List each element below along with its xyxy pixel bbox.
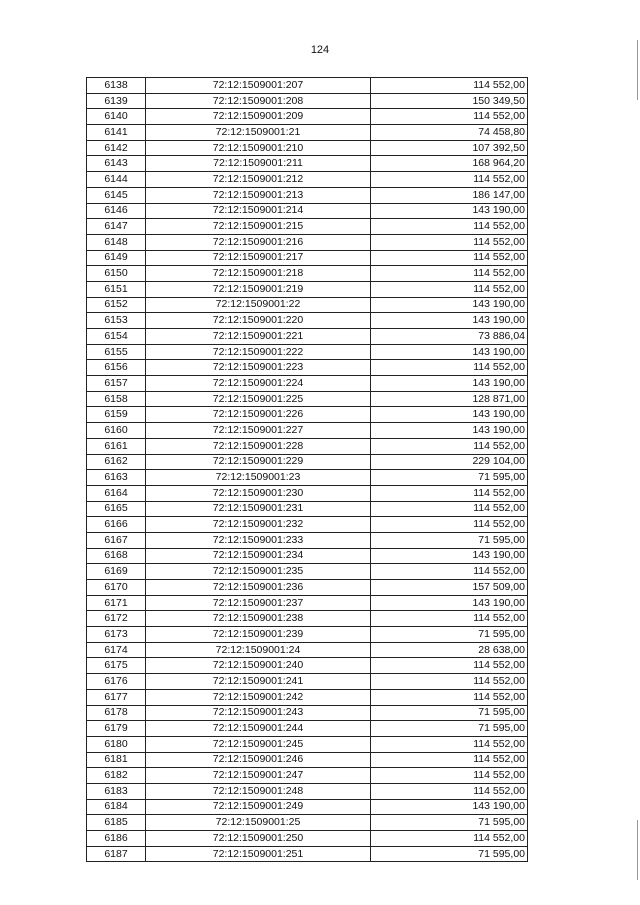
table-row — [87, 783, 528, 799]
table-row — [87, 156, 528, 172]
cadastral-value-cell: 28 638,00 — [371, 642, 528, 658]
row-number-cell: 6164 — [87, 485, 146, 501]
table-row — [87, 831, 528, 847]
cadastral-value-cell: 71 595,00 — [371, 470, 528, 486]
table-row — [87, 454, 528, 470]
cadastral-number-cell: 72:12:1509001:243 — [146, 705, 371, 721]
table-row — [87, 109, 528, 125]
table-row — [87, 93, 528, 109]
cadastral-value-cell: 114 552,00 — [371, 219, 528, 235]
cadastral-value-cell: 114 552,00 — [371, 360, 528, 376]
scan-edge-mark — [637, 820, 638, 880]
cadastral-number-cell: 72:12:1509001:218 — [146, 266, 371, 282]
cadastral-value-cell: 150 349,50 — [371, 93, 528, 109]
row-number-cell: 6150 — [87, 266, 146, 282]
table-row — [87, 376, 528, 392]
row-number-cell: 6160 — [87, 423, 146, 439]
cadastral-number-cell: 72:12:1509001:245 — [146, 736, 371, 752]
table-row — [87, 281, 528, 297]
row-number-cell: 6171 — [87, 595, 146, 611]
row-number-cell: 6166 — [87, 517, 146, 533]
cadastral-number-cell: 72:12:1509001:207 — [146, 78, 371, 94]
table-row — [87, 799, 528, 815]
row-number-cell: 6148 — [87, 234, 146, 250]
table-row — [87, 250, 528, 266]
registry-table-body — [87, 78, 528, 862]
row-number-cell: 6172 — [87, 611, 146, 627]
table-row — [87, 266, 528, 282]
row-number-cell: 6180 — [87, 736, 146, 752]
cadastral-value-cell: 143 190,00 — [371, 313, 528, 329]
row-number-cell: 6149 — [87, 250, 146, 266]
cadastral-value-cell: 114 552,00 — [371, 674, 528, 690]
cadastral-value-cell: 186 147,00 — [371, 187, 528, 203]
table-row — [87, 689, 528, 705]
table-row — [87, 736, 528, 752]
table-row — [87, 658, 528, 674]
row-number-cell: 6142 — [87, 140, 146, 156]
cadastral-number-cell: 72:12:1509001:229 — [146, 454, 371, 470]
cadastral-value-cell: 107 392,50 — [371, 140, 528, 156]
cadastral-value-cell: 71 595,00 — [371, 705, 528, 721]
cadastral-value-cell: 114 552,00 — [371, 250, 528, 266]
row-number-cell: 6153 — [87, 313, 146, 329]
row-number-cell: 6185 — [87, 815, 146, 831]
row-number-cell: 6159 — [87, 407, 146, 423]
cadastral-number-cell: 72:12:1509001:230 — [146, 485, 371, 501]
cadastral-number-cell: 72:12:1509001:239 — [146, 627, 371, 643]
table-row — [87, 517, 528, 533]
cadastral-number-cell: 72:12:1509001:226 — [146, 407, 371, 423]
cadastral-number-cell: 72:12:1509001:211 — [146, 156, 371, 172]
cadastral-number-cell: 72:12:1509001:246 — [146, 752, 371, 768]
row-number-cell: 6154 — [87, 329, 146, 345]
cadastral-value-cell: 114 552,00 — [371, 736, 528, 752]
cadastral-value-cell: 114 552,00 — [371, 109, 528, 125]
table-row — [87, 815, 528, 831]
cadastral-value-cell: 114 552,00 — [371, 611, 528, 627]
table-row — [87, 360, 528, 376]
scan-edge-mark — [637, 40, 638, 100]
table-row — [87, 595, 528, 611]
row-number-cell: 6169 — [87, 564, 146, 580]
cadastral-value-cell: 74 458,80 — [371, 125, 528, 141]
row-number-cell: 6151 — [87, 281, 146, 297]
table-row — [87, 234, 528, 250]
table-row — [87, 344, 528, 360]
table-row — [87, 674, 528, 690]
table-row — [87, 125, 528, 141]
cadastral-value-cell: 143 190,00 — [371, 203, 528, 219]
cadastral-value-cell: 114 552,00 — [371, 689, 528, 705]
cadastral-value-cell: 114 552,00 — [371, 485, 528, 501]
cadastral-value-cell: 114 552,00 — [371, 752, 528, 768]
table-row — [87, 768, 528, 784]
table-row — [87, 438, 528, 454]
table-row — [87, 140, 528, 156]
row-number-cell: 6170 — [87, 580, 146, 596]
cadastral-number-cell: 72:12:1509001:251 — [146, 846, 371, 862]
row-number-cell: 6145 — [87, 187, 146, 203]
cadastral-number-cell: 72:12:1509001:223 — [146, 360, 371, 376]
cadastral-number-cell: 72:12:1509001:228 — [146, 438, 371, 454]
row-number-cell: 6139 — [87, 93, 146, 109]
cadastral-number-cell: 72:12:1509001:232 — [146, 517, 371, 533]
table-row — [87, 611, 528, 627]
table-row — [87, 313, 528, 329]
cadastral-value-cell: 114 552,00 — [371, 517, 528, 533]
cadastral-number-cell: 72:12:1509001:235 — [146, 564, 371, 580]
cadastral-value-cell: 114 552,00 — [371, 234, 528, 250]
cadastral-number-cell: 72:12:1509001:225 — [146, 391, 371, 407]
cadastral-number-cell: 72:12:1509001:224 — [146, 376, 371, 392]
table-row — [87, 78, 528, 94]
cadastral-value-cell: 114 552,00 — [371, 172, 528, 188]
cadastral-number-cell: 72:12:1509001:220 — [146, 313, 371, 329]
row-number-cell: 6144 — [87, 172, 146, 188]
cadastral-value-cell: 229 104,00 — [371, 454, 528, 470]
cadastral-value-cell: 157 509,00 — [371, 580, 528, 596]
cadastral-number-cell: 72:12:1509001:209 — [146, 109, 371, 125]
table-row — [87, 548, 528, 564]
table-row — [87, 642, 528, 658]
row-number-cell: 6156 — [87, 360, 146, 376]
row-number-cell: 6173 — [87, 627, 146, 643]
cadastral-number-cell: 72:12:1509001:249 — [146, 799, 371, 815]
cadastral-number-cell: 72:12:1509001:231 — [146, 501, 371, 517]
row-number-cell: 6138 — [87, 78, 146, 94]
table-row — [87, 407, 528, 423]
table-row — [87, 501, 528, 517]
row-number-cell: 6167 — [87, 532, 146, 548]
row-number-cell: 6162 — [87, 454, 146, 470]
cadastral-number-cell: 72:12:1509001:241 — [146, 674, 371, 690]
row-number-cell: 6152 — [87, 297, 146, 313]
cadastral-number-cell: 72:12:1509001:242 — [146, 689, 371, 705]
row-number-cell: 6161 — [87, 438, 146, 454]
table-row — [87, 721, 528, 737]
table-row — [87, 203, 528, 219]
cadastral-number-cell: 72:12:1509001:21 — [146, 125, 371, 141]
cadastral-value-cell: 143 190,00 — [371, 297, 528, 313]
table-row — [87, 297, 528, 313]
row-number-cell: 6143 — [87, 156, 146, 172]
row-number-cell: 6168 — [87, 548, 146, 564]
row-number-cell: 6147 — [87, 219, 146, 235]
cadastral-number-cell: 72:12:1509001:212 — [146, 172, 371, 188]
row-number-cell: 6174 — [87, 642, 146, 658]
row-number-cell: 6163 — [87, 470, 146, 486]
cadastral-number-cell: 72:12:1509001:227 — [146, 423, 371, 439]
row-number-cell: 6187 — [87, 846, 146, 862]
table-row — [87, 580, 528, 596]
cadastral-number-cell: 72:12:1509001:217 — [146, 250, 371, 266]
table-row — [87, 627, 528, 643]
cadastral-value-cell: 71 595,00 — [371, 627, 528, 643]
row-number-cell: 6177 — [87, 689, 146, 705]
row-number-cell: 6165 — [87, 501, 146, 517]
row-number-cell: 6184 — [87, 799, 146, 815]
table-row — [87, 752, 528, 768]
table-row — [87, 705, 528, 721]
cadastral-value-cell: 114 552,00 — [371, 438, 528, 454]
table-row — [87, 532, 528, 548]
cadastral-number-cell: 72:12:1509001:214 — [146, 203, 371, 219]
row-number-cell: 6183 — [87, 783, 146, 799]
table-row — [87, 564, 528, 580]
cadastral-number-cell: 72:12:1509001:222 — [146, 344, 371, 360]
table-row — [87, 485, 528, 501]
table-row — [87, 423, 528, 439]
cadastral-number-cell: 72:12:1509001:237 — [146, 595, 371, 611]
cadastral-value-cell: 114 552,00 — [371, 564, 528, 580]
cadastral-number-cell: 72:12:1509001:248 — [146, 783, 371, 799]
page-number: 124 — [310, 44, 330, 56]
cadastral-number-cell: 72:12:1509001:208 — [146, 93, 371, 109]
row-number-cell: 6178 — [87, 705, 146, 721]
table-row — [87, 329, 528, 345]
cadastral-value-cell: 71 595,00 — [371, 815, 528, 831]
row-number-cell: 6179 — [87, 721, 146, 737]
cadastral-value-cell: 143 190,00 — [371, 799, 528, 815]
row-number-cell: 6155 — [87, 344, 146, 360]
cadastral-number-cell: 72:12:1509001:24 — [146, 642, 371, 658]
cadastral-value-cell: 143 190,00 — [371, 548, 528, 564]
cadastral-value-cell: 143 190,00 — [371, 407, 528, 423]
cadastral-value-cell: 128 871,00 — [371, 391, 528, 407]
table-row — [87, 846, 528, 862]
cadastral-value-cell: 114 552,00 — [371, 281, 528, 297]
cadastral-number-cell: 72:12:1509001:250 — [146, 831, 371, 847]
cadastral-number-cell: 72:12:1509001:244 — [146, 721, 371, 737]
row-number-cell: 6141 — [87, 125, 146, 141]
row-number-cell: 6186 — [87, 831, 146, 847]
table-row — [87, 219, 528, 235]
cadastral-value-cell: 114 552,00 — [371, 658, 528, 674]
cadastral-number-cell: 72:12:1509001:215 — [146, 219, 371, 235]
cadastral-value-cell: 143 190,00 — [371, 595, 528, 611]
cadastral-value-cell: 71 595,00 — [371, 846, 528, 862]
row-number-cell: 6157 — [87, 376, 146, 392]
cadastral-value-cell: 71 595,00 — [371, 532, 528, 548]
cadastral-value-cell: 114 552,00 — [371, 831, 528, 847]
cadastral-value-cell: 114 552,00 — [371, 266, 528, 282]
cadastral-number-cell: 72:12:1509001:221 — [146, 329, 371, 345]
table-row — [87, 391, 528, 407]
cadastral-number-cell: 72:12:1509001:210 — [146, 140, 371, 156]
cadastral-number-cell: 72:12:1509001:234 — [146, 548, 371, 564]
cadastral-value-cell: 114 552,00 — [371, 78, 528, 94]
row-number-cell: 6158 — [87, 391, 146, 407]
row-number-cell: 6181 — [87, 752, 146, 768]
registry-table — [86, 77, 528, 862]
cadastral-number-cell: 72:12:1509001:233 — [146, 532, 371, 548]
row-number-cell: 6175 — [87, 658, 146, 674]
cadastral-value-cell: 143 190,00 — [371, 423, 528, 439]
cadastral-value-cell: 168 964,20 — [371, 156, 528, 172]
cadastral-number-cell: 72:12:1509001:22 — [146, 297, 371, 313]
cadastral-number-cell: 72:12:1509001:236 — [146, 580, 371, 596]
table-row — [87, 470, 528, 486]
cadastral-number-cell: 72:12:1509001:216 — [146, 234, 371, 250]
cadastral-number-cell: 72:12:1509001:238 — [146, 611, 371, 627]
cadastral-value-cell: 143 190,00 — [371, 376, 528, 392]
cadastral-number-cell: 72:12:1509001:25 — [146, 815, 371, 831]
cadastral-number-cell: 72:12:1509001:247 — [146, 768, 371, 784]
row-number-cell: 6176 — [87, 674, 146, 690]
row-number-cell: 6146 — [87, 203, 146, 219]
cadastral-value-cell: 71 595,00 — [371, 721, 528, 737]
cadastral-number-cell: 72:12:1509001:213 — [146, 187, 371, 203]
table-row — [87, 187, 528, 203]
cadastral-value-cell: 114 552,00 — [371, 783, 528, 799]
cadastral-value-cell: 114 552,00 — [371, 768, 528, 784]
cadastral-number-cell: 72:12:1509001:23 — [146, 470, 371, 486]
cadastral-number-cell: 72:12:1509001:240 — [146, 658, 371, 674]
cadastral-value-cell: 114 552,00 — [371, 501, 528, 517]
cadastral-number-cell: 72:12:1509001:219 — [146, 281, 371, 297]
cadastral-value-cell: 73 886,04 — [371, 329, 528, 345]
table-row — [87, 172, 528, 188]
cadastral-value-cell: 143 190,00 — [371, 344, 528, 360]
row-number-cell: 6182 — [87, 768, 146, 784]
row-number-cell: 6140 — [87, 109, 146, 125]
